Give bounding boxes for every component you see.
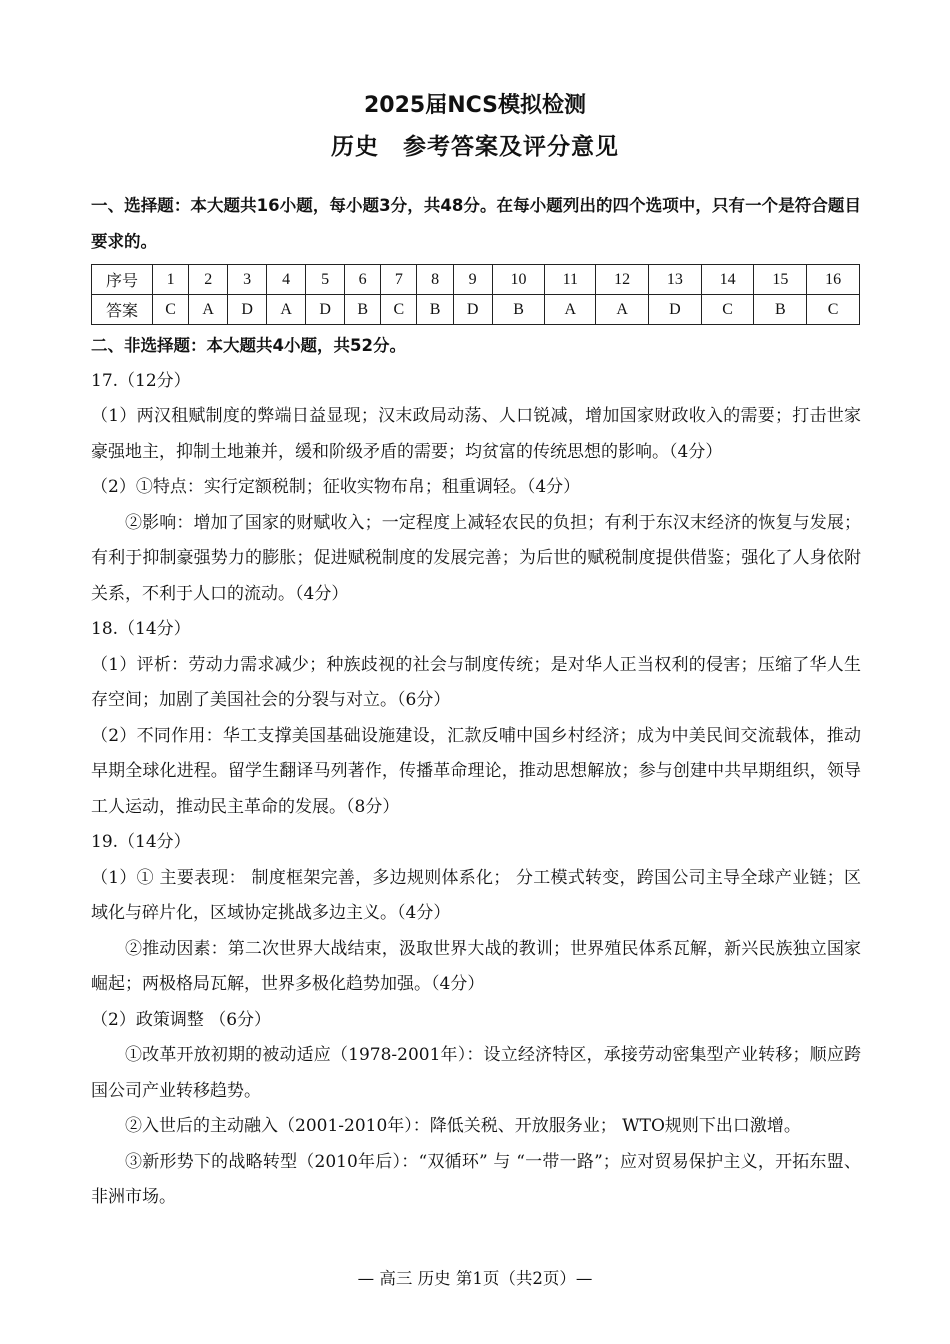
answer-cell: A xyxy=(545,295,596,325)
page-footer: — 高三 历史 第1页（共2页）— xyxy=(357,1269,593,1288)
question-number: 14 xyxy=(701,265,754,295)
question-18-part2: （2）不同作用：华工支撑美国基础设施建设，汇款反哺中国乡村经济；成为中美民间交流载体，推动早期全球化进程。留学生翻译马列著作，传播革命理论，推动思想解放；参与创建中共早期组织，领导工人运动，推动民主革命的发展。（8分） xyxy=(91,725,861,817)
question-17-title: 17.（12分） xyxy=(91,370,191,391)
question-number: 6 xyxy=(345,265,381,295)
exam-subtitle: 历史 参考答案及评分意见 xyxy=(331,134,619,160)
answer-cell: D xyxy=(649,295,702,325)
question-18-title: 18.（14分） xyxy=(91,619,191,639)
question-19-part2: （2）政策调整 （6分） xyxy=(91,1009,272,1030)
question-19-part1: （1）① 主要表现： 制度框架完善，多边规则体系化； 分工模式转变，跨国公司主导全球产业链；区域化与碎片化，区域协定挑战多边主义。（4分） xyxy=(91,867,861,923)
question-number: 7 xyxy=(381,265,417,295)
answer-table xyxy=(91,264,860,325)
question-number: 3 xyxy=(228,265,267,295)
table-row-label: 序号 xyxy=(92,265,153,295)
section2-heading: 二、非选择题：本大题共4小题，共52分。 xyxy=(91,336,406,355)
question-number: 15 xyxy=(754,265,807,295)
answer-cell: B xyxy=(492,295,545,325)
answer-cell: C xyxy=(701,295,754,325)
question-18-part1: （1）评析：劳动力需求减少；种族歧视的社会与制度传统；是对华人正当权利的侵害；压缩了华人生存空间；加剧了美国社会的分裂与对立。（6分） xyxy=(91,654,861,710)
question-19-stage2: ②入世后的主动融入（2001-2010年）：降低关税、开放服务业； WTO规则下出口激增。 xyxy=(125,1116,801,1136)
answer-cell: C xyxy=(153,295,189,325)
table-row-label: 答案 xyxy=(92,295,153,325)
answer-cell: C xyxy=(381,295,417,325)
question-number: 1 xyxy=(153,265,189,295)
answer-cell: B xyxy=(417,295,453,325)
question-number: 12 xyxy=(596,265,649,295)
table-row-numbers xyxy=(92,265,860,295)
question-number: 2 xyxy=(189,265,228,295)
question-17-part2: （2）①特点：实行定额税制；征收实物布帛；租重调轻。（4分） xyxy=(91,477,581,497)
question-19-part1-factors: ②推动因素：第二次世界大战结束，汲取世界大战的教训；世界殖民体系瓦解，新兴民族独立国家崛起；两极格局瓦解，世界多极化趋势加强。（4分） xyxy=(91,938,861,994)
answer-cell: A xyxy=(596,295,649,325)
answer-cell: A xyxy=(267,295,306,325)
question-19-stage3: ③新形势下的战略转型（2010年后）：“双循环” 与 “一带一路”；应对贸易保护主义，开拓东盟、非洲市场。 xyxy=(91,1151,861,1207)
question-17-part2-impact: ②影响：增加了国家的财赋收入；一定程度上减轻农民的负担；有利于东汉末经济的恢复与发展；有利于抑制豪强势力的膨胀；促进赋税制度的发展完善；为后世的赋税制度提供借鉴；强化了人身依附关系，不利于人口的流动。（4分） xyxy=(91,512,861,604)
question-number: 8 xyxy=(417,265,453,295)
question-number: 13 xyxy=(649,265,702,295)
question-number: 11 xyxy=(545,265,596,295)
question-number: 5 xyxy=(306,265,345,295)
section1-heading: 一、选择题：本大题共16小题，每小题3分，共48分。在每小题列出的四个选项中，只有一个是符合题目要求的。 xyxy=(91,196,861,251)
question-number: 10 xyxy=(492,265,545,295)
question-number: 4 xyxy=(267,265,306,295)
answer-cell: D xyxy=(306,295,345,325)
answer-cell: B xyxy=(345,295,381,325)
table-row-answers xyxy=(92,295,860,325)
answer-cell: D xyxy=(453,295,492,325)
answer-cell: B xyxy=(754,295,807,325)
question-number: 9 xyxy=(453,265,492,295)
answer-cell: C xyxy=(807,295,860,325)
exam-title: 2025届NCS模拟检测 xyxy=(363,93,587,118)
question-number: 16 xyxy=(807,265,860,295)
question-19-title: 19.（14分） xyxy=(91,832,191,852)
answer-cell: D xyxy=(228,295,267,325)
answer-content xyxy=(91,188,861,1216)
question-19-stage1: ①改革开放初期的被动适应（1978-2001年）：设立经济特区，承接劳动密集型产业转移；顺应跨国公司产业转移趋势。 xyxy=(91,1045,861,1101)
question-17-part1: （1）两汉租赋制度的弊端日益显现；汉末政局动荡、人口锐减，增加国家财政收入的需要；打击世家豪强地主，抑制土地兼并，缓和阶级矛盾的需要；均贫富的传统思想的影响。（4分） xyxy=(91,406,861,462)
answer-cell: A xyxy=(189,295,228,325)
